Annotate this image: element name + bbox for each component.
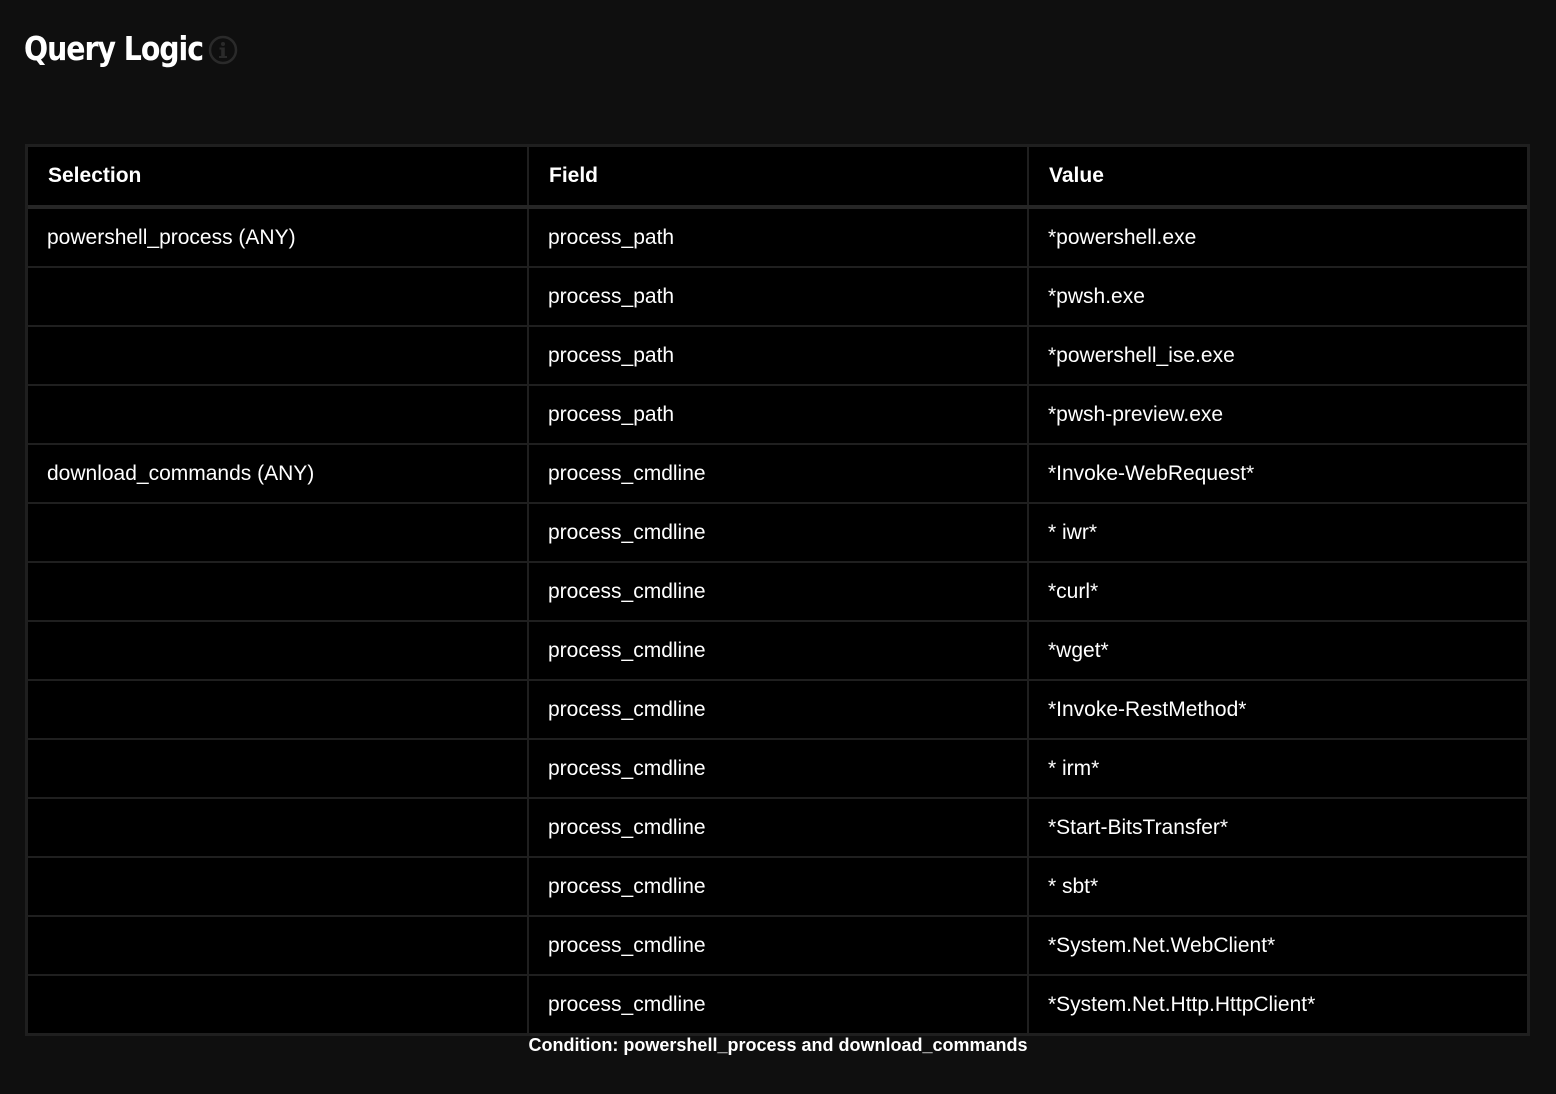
table-row [28,975,1527,1033]
field-cell: process_cmdline [528,857,1028,916]
value-cell: *powershell.exe [1028,207,1527,267]
value-cell: *Invoke-WebRequest* [1028,444,1527,503]
field-cell: process_path [528,267,1028,326]
selection-cell [28,326,528,385]
value-cell: * sbt* [1028,857,1527,916]
table-row [28,562,1527,621]
selection-cell: download_commands (ANY) [28,444,528,503]
selection-cell [28,385,528,444]
table-row [28,916,1527,975]
table-header-row [28,147,1527,207]
selection-cell [28,857,528,916]
table-row [28,857,1527,916]
field-cell: process_path [528,326,1028,385]
value-cell: *powershell_ise.exe [1028,326,1527,385]
title-row [24,22,238,74]
field-cell: process_path [528,385,1028,444]
field-cell: process_cmdline [528,621,1028,680]
field-cell: process_cmdline [528,916,1028,975]
table-row [28,326,1527,385]
value-cell: *wget* [1028,621,1527,680]
selection-cell [28,975,528,1033]
value-cell: *pwsh-preview.exe [1028,385,1527,444]
table-row [28,267,1527,326]
value-cell: *pwsh.exe [1028,267,1527,326]
table-row [28,207,1527,267]
column-header-selection: Selection [28,147,528,207]
field-cell: process_cmdline [528,562,1028,621]
table-row [28,739,1527,798]
field-cell: process_cmdline [528,503,1028,562]
value-cell: *System.Net.WebClient* [1028,916,1527,975]
selection-cell: powershell_process (ANY) [28,207,528,267]
table-row [28,798,1527,857]
selection-cell [28,621,528,680]
table-row [28,444,1527,503]
field-cell: process_cmdline [528,739,1028,798]
selection-cell [28,798,528,857]
field-cell: process_cmdline [528,444,1028,503]
table-row [28,680,1527,739]
table-row [28,621,1527,680]
field-cell: process_cmdline [528,798,1028,857]
selection-cell [28,916,528,975]
field-cell: process_cmdline [528,975,1028,1033]
value-cell: *Invoke-RestMethod* [1028,680,1527,739]
selection-cell [28,562,528,621]
query-logic-table [25,144,1530,1036]
table-row [28,503,1527,562]
info-circle-icon[interactable] [208,35,238,65]
selection-cell [28,680,528,739]
table-row [28,385,1527,444]
selection-cell [28,503,528,562]
condition-text: Condition: powershell_process and download_commands [528,1035,1028,1055]
selection-cell [28,739,528,798]
value-cell: *Start-BitsTransfer* [1028,798,1527,857]
field-cell: process_cmdline [528,680,1028,739]
value-cell: * iwr* [1028,503,1527,562]
value-cell: * irm* [1028,739,1527,798]
column-header-field: Field [528,147,1028,207]
field-cell: process_path [528,207,1028,267]
value-cell: *curl* [1028,562,1527,621]
value-cell: *System.Net.Http.HttpClient* [1048,992,1316,1016]
page-title: Query Logic [24,28,204,68]
column-header-value: Value [1028,147,1527,207]
selection-cell [28,267,528,326]
